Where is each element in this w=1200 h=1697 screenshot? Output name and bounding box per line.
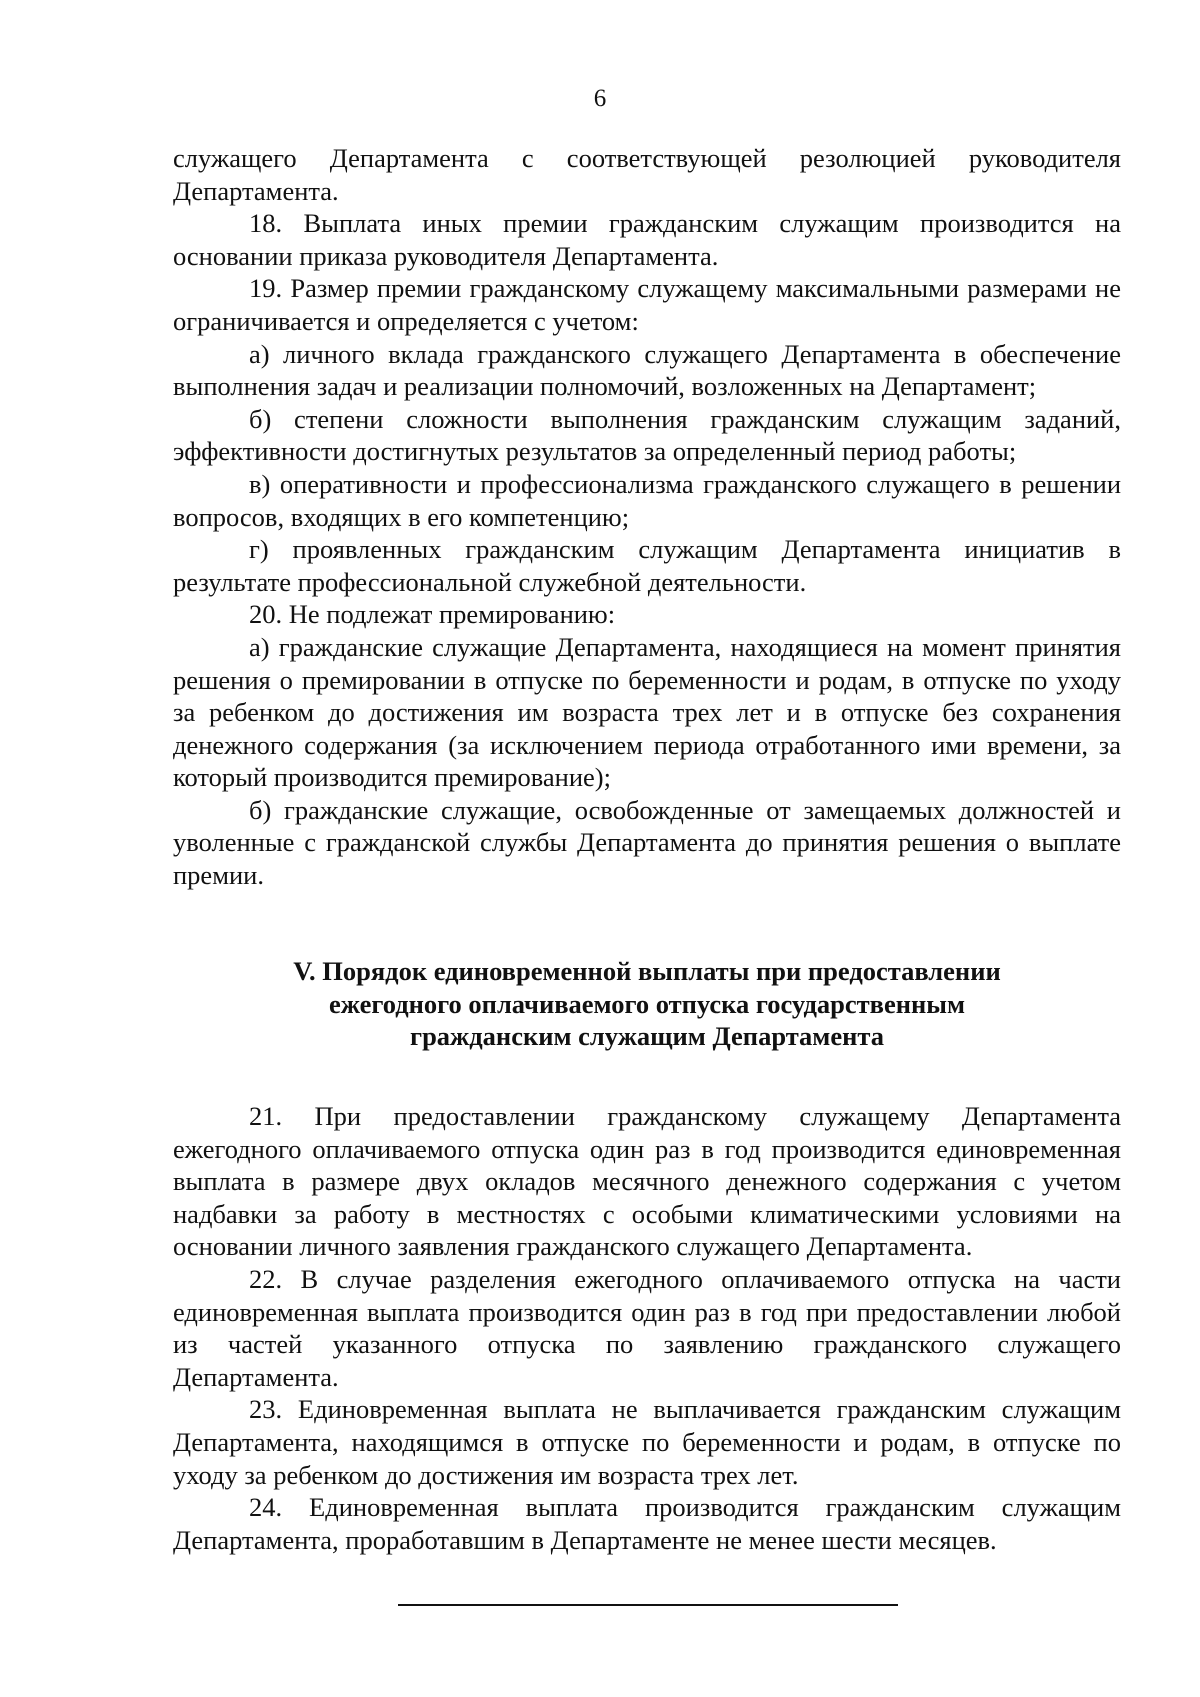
section-heading-line: гражданским служащим Департамента xyxy=(410,1021,884,1052)
paragraph-20a: а) гражданские служащие Департамента, находящиеся на момент принятия решения о премировании в отпуске по беременности и родам, в отпуске по уходу за ребенком до достижения им возраста трех лет и в отпуске без сохранения денежного содержания (за исключением периода отработанного ими времени, за который производится премирование); xyxy=(173,631,1121,793)
paragraph-19v: в) оперативности и профессионализма гражданского служащего в решении вопросов, входящих в его компетенцию; xyxy=(173,468,1121,532)
paragraph-23: 23. Единовременная выплата не выплачивается гражданским служащим Департамента, находящимся в отпуске по беременности и родам, в отпуске по уходу за ребенком до достижения им возраста трех лет. xyxy=(173,1394,1121,1490)
section-heading xyxy=(173,955,1121,1053)
section-heading-line: V. Порядок единовременной выплаты при предоставлении xyxy=(293,956,1001,986)
paragraph-19: 19. Размер премии гражданскому служащему максимальными размерами не ограничивается и определяется с учетом: xyxy=(173,273,1121,336)
paragraph-22: 22. В случае разделения ежегодного оплачиваемого отпуска на части единовременная выплата производится один раз в год при предоставлении любой из частей указанного отпуска по заявлению гражданского служащего Департамента. xyxy=(173,1263,1121,1392)
paragraph-18: 18. Выплата иных премии гражданским служащим производится на основании приказа руководителя Департамента. xyxy=(173,208,1121,271)
section-heading-line: ежегодного оплачиваемого отпуска государственным xyxy=(329,988,965,1019)
paragraph-19a: а) личного вклада гражданского служащего Департамента в обеспечение выполнения задач и реализации полномочий, возложенных на Департамент; xyxy=(173,338,1121,402)
body-text-top xyxy=(173,142,1121,892)
paragraph: служащего Департамента с соответствующей резолюцией руководителя Департамента. xyxy=(173,143,1121,206)
paragraph-20: 20. Не подлежат премированию: xyxy=(249,599,616,630)
paragraph-20b: б) гражданские служащие, освобожденные от замещаемых должностей и уволенные с гражданской службы Департамента до принятия решения о выплате премии. xyxy=(173,794,1121,891)
footer-separator-line xyxy=(398,1604,898,1606)
body-text-bottom xyxy=(173,1100,1121,1556)
paragraph-21: 21. При предоставлении гражданскому служащему Департамента ежегодного оплачиваемого отпуска один раз в год производится единовременная выплата в размере двух окладов месячного денежного содержания с учетом надбавки за работу в местностях с особыми климатическими условиями на основании личного заявления гражданского служащего Департамента. xyxy=(173,1101,1121,1262)
paragraph-24: 24. Единовременная выплата производится гражданским служащим Департамента, проработавшим в Департаменте не менее шести месяцев. xyxy=(173,1492,1121,1555)
paragraph-19b: б) степени сложности выполнения гражданским служащим заданий, эффективности достигнутых результатов за определенный период работы; xyxy=(173,403,1121,467)
paragraph-19g: г) проявленных гражданским служащим Департамента инициатив в результате профессиональной служебной деятельности. xyxy=(173,534,1121,597)
page-number: 6 xyxy=(593,85,607,112)
